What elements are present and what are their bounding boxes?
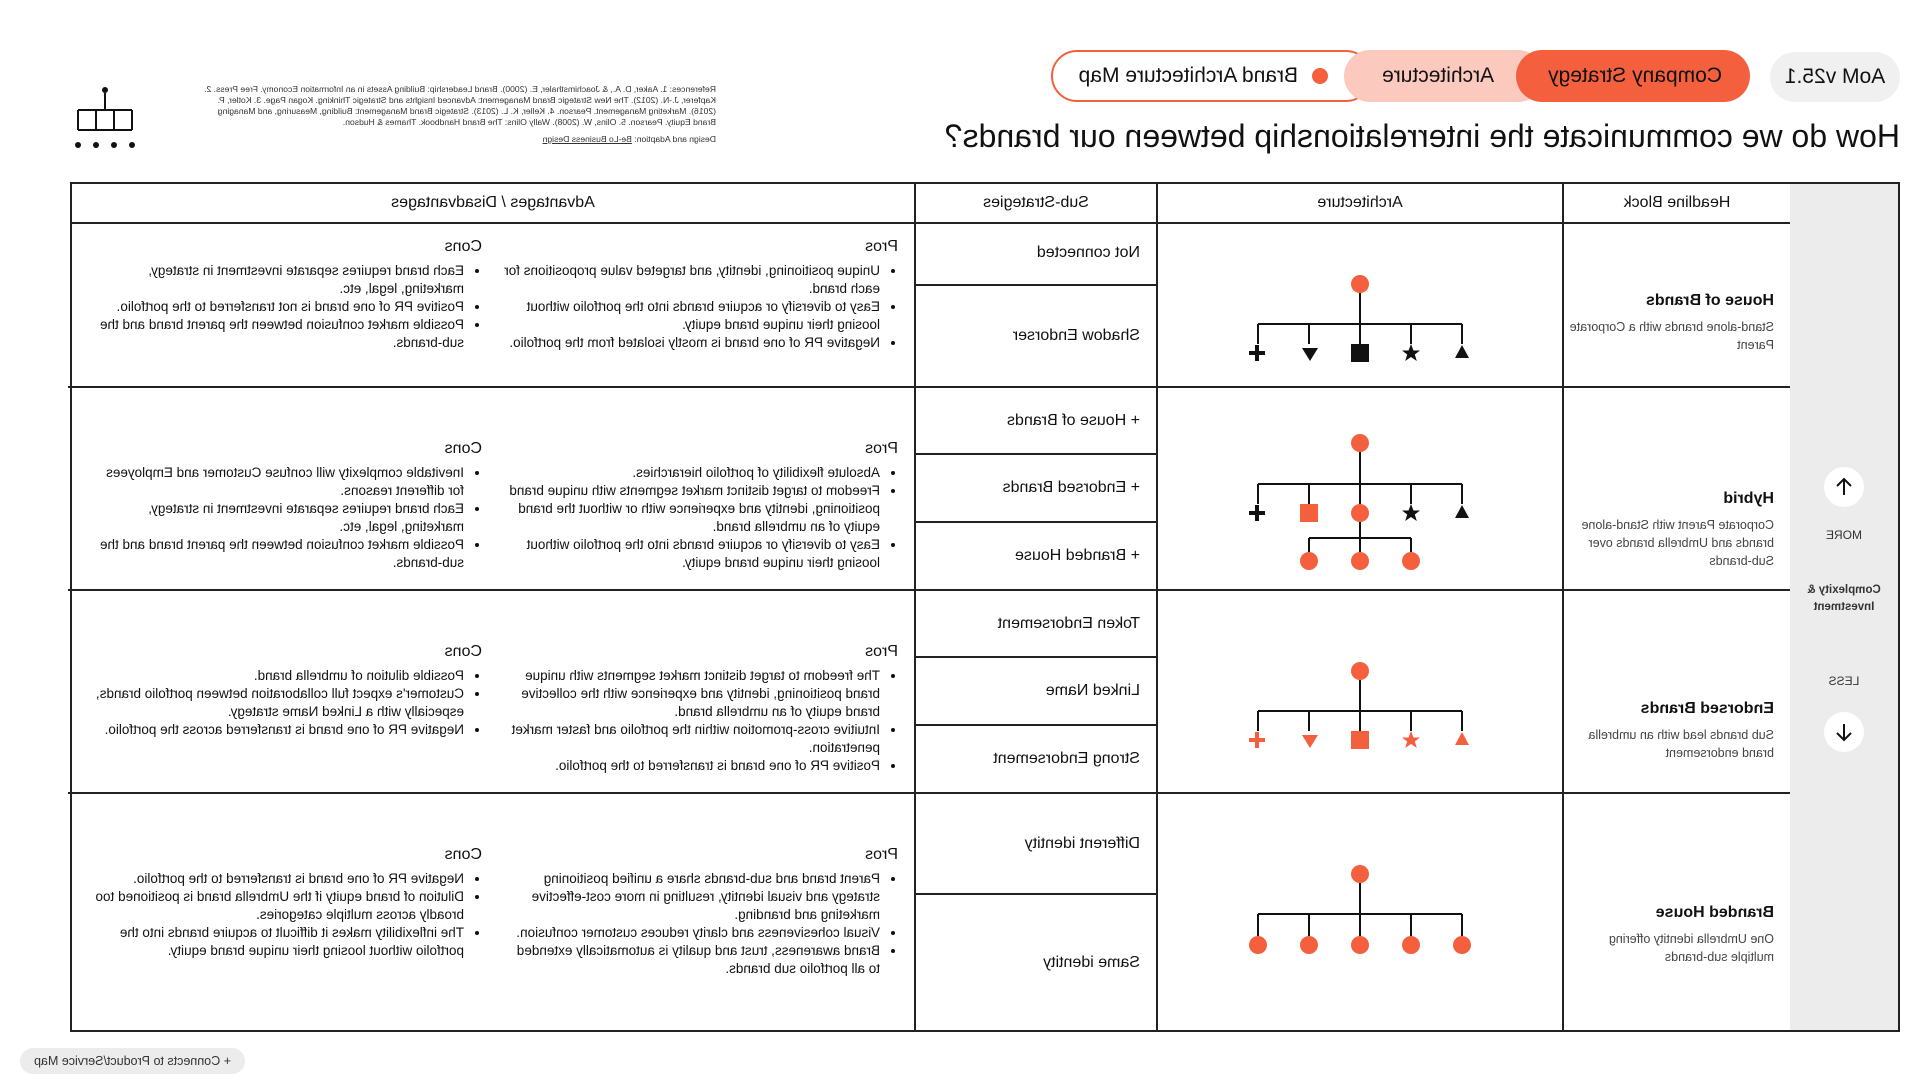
headline-subtitle: Corporate Parent with Stand-alone brands and Umbrella brands over Sub-brands bbox=[1581, 518, 1774, 568]
col-header-headline: Headline Block bbox=[1564, 184, 1790, 224]
connectors bbox=[1258, 883, 1462, 936]
pros-block bbox=[503, 643, 898, 775]
diagram-endorsed-brands bbox=[1158, 591, 1562, 793]
cons-item: • Positive PR of one brand is not transferred to the portfolio. bbox=[87, 298, 464, 316]
current-dot-icon bbox=[1312, 68, 1328, 84]
cons-item: • Dilution of brand equity if the Umbrella brand is positioned too broadly across multiple categories. bbox=[87, 888, 464, 924]
sub-strategy[interactable] bbox=[930, 726, 1140, 792]
connects-link[interactable]: + Connects to Product/Service Map bbox=[20, 1048, 245, 1074]
parent-node bbox=[1351, 865, 1369, 883]
sub-strategy-label: Token Endorsement bbox=[997, 614, 1140, 632]
pros-block bbox=[503, 238, 898, 352]
cons-item: • Negative PR of one brand is transferred across the portfolio. bbox=[87, 721, 464, 739]
row-branded-house bbox=[1569, 904, 1774, 966]
pros-item: • Intuitive cross-promotion within the portfolio and faster market penetration. bbox=[503, 721, 880, 757]
pros-item: • Positive PR of one brand is transferred to the portfolio. bbox=[503, 757, 880, 775]
design-credit-link[interactable]: Be-Lo Business Design bbox=[542, 134, 632, 144]
pros-heading: Pros bbox=[865, 643, 898, 660]
cons-item: • Each brand requires separate investment in strategy, marketing, legal, etc. bbox=[87, 500, 464, 536]
child-shapes bbox=[1249, 936, 1471, 954]
headline-title: Endorsed Brands bbox=[1640, 700, 1774, 717]
pros-heading: Pros bbox=[865, 440, 898, 457]
diagram-house-of-brands bbox=[1158, 224, 1562, 386]
cons-heading: Cons bbox=[444, 440, 482, 457]
row-endorsed-brands bbox=[1569, 700, 1774, 762]
cons-heading: Cons bbox=[444, 238, 482, 255]
cons-heading: Cons bbox=[444, 846, 482, 863]
breadcrumb-company-strategy[interactable]: Company Strategy bbox=[1516, 50, 1750, 102]
sub-strategy[interactable] bbox=[930, 895, 1140, 1030]
sub-strategy[interactable] bbox=[930, 455, 1140, 521]
connectors bbox=[1258, 680, 1462, 731]
headline-title: Hybrid bbox=[1723, 490, 1774, 507]
pros-item: • Visual cohesiveness and clarity reduces customer confusion. bbox=[503, 924, 880, 942]
cons-item: • Possible market confusion between the parent brand and the sub-brands. bbox=[87, 536, 464, 572]
divider bbox=[914, 184, 916, 1030]
breadcrumb bbox=[1051, 50, 1750, 102]
sub-strategy-label: Different identity bbox=[1024, 834, 1140, 852]
arrow-down-icon[interactable] bbox=[1824, 712, 1864, 752]
headline-subtitle: Stand-alone brands with a Corporate Parent bbox=[1569, 320, 1774, 352]
breadcrumb-architecture[interactable]: Architecture bbox=[1344, 50, 1544, 102]
parent-node bbox=[1351, 275, 1369, 293]
sub-strategy[interactable] bbox=[930, 222, 1140, 284]
sub-strategy[interactable] bbox=[930, 591, 1140, 656]
sub-strategy[interactable] bbox=[930, 388, 1140, 453]
cons-block bbox=[87, 643, 482, 739]
pros-block bbox=[503, 846, 898, 978]
pros-item: • Easy to diversify or acquire brands into the portfolio without loosing their unique brand equity. bbox=[503, 536, 880, 572]
sub-strategy[interactable] bbox=[930, 658, 1140, 724]
sub-strategy[interactable] bbox=[930, 286, 1140, 386]
sub-strategy-label: Not connected bbox=[1036, 244, 1140, 261]
breadcrumb-brand-architecture-map[interactable] bbox=[1051, 50, 1372, 102]
pros-item: • Freedom to target distinct market segments with unique brand positioning, identity and experience with or without the brand equity of an umbrella brand. bbox=[503, 482, 880, 536]
headline-subtitle: Sub brands lead with an umbrella brand endorsement bbox=[1588, 728, 1774, 760]
sub-strategy[interactable] bbox=[930, 523, 1140, 589]
headline-title: Branded House bbox=[1655, 904, 1774, 921]
scale-less-label: LESS bbox=[1828, 674, 1860, 688]
pros-item: • Unique positioning, identity, and targeted value propositions for each brand. bbox=[503, 262, 880, 298]
scale-more-label: MORE bbox=[1826, 528, 1862, 542]
cons-item: • Possible dilution of umbrella brand. bbox=[87, 667, 464, 685]
cons-block bbox=[87, 440, 482, 572]
pros-item: • Parent brand and sub-brands share a unified positioning strategy and visual identity, resulting in more cost-effective marketing and branding. bbox=[503, 870, 880, 924]
pros-item: • Absolute flexibility of portfolio hierarchies. bbox=[503, 464, 880, 482]
references bbox=[194, 84, 716, 145]
pros-item: • Brand awareness, trust and quality is automatically extended to all portfolio sub brands. bbox=[503, 942, 880, 978]
parent-node bbox=[1351, 434, 1369, 452]
design-credit bbox=[194, 134, 716, 145]
cons-item: • Inevitable complexity will confuse Customer and Employees for different reasons. bbox=[87, 464, 464, 500]
child-shapes bbox=[1249, 731, 1469, 749]
sub-strategy-label: Same identity bbox=[1043, 953, 1140, 971]
col-header-advantages: Advantages / Disadvantages bbox=[72, 184, 914, 224]
diagram-branded-house bbox=[1158, 794, 1562, 1030]
cons-item: • Negative PR of one brand is transferred to the portfolio. bbox=[87, 870, 464, 888]
pros-item: • Easy to diversify or acquire brands into the portfolio without loosing their unique brand equity. bbox=[503, 298, 880, 334]
col-header-architecture: Architecture bbox=[1158, 184, 1562, 224]
complexity-scale bbox=[1790, 184, 1898, 1030]
child-shapes bbox=[1249, 344, 1469, 362]
cons-item: • Possible market confusion between the parent brand and the sub-brands. bbox=[87, 316, 464, 352]
cons-item: • Each brand requires separate investment in strategy, marketing, legal, etc. bbox=[87, 262, 464, 298]
sub-strategy-label: Strong Endorsement bbox=[993, 750, 1140, 767]
pros-heading: Pros bbox=[865, 238, 898, 255]
references-text: References: 1. Aaker, D. A., & Joachimsthaler, E. (2000). Brand Leadership: Building Assets in an Information Economy. Free Press. 2. Kapferer, J.-N. (2012). The New Strategic Brand Management: Advanced Insights and Strategic Thinking. Kogan Page. 3. Kotler, P. (2016). Marketing Management. Pearson. 4. Keller, K. L. (2013). Strategic Brand Management: Building, Measuring, and Managing Brand Equity. Pearson. 5. Olins, W. (2008). Wally Olins: The Brand Handbook. Thames & Hudson. bbox=[204, 84, 716, 127]
cons-item: • Customer's expect full collaboration between portfolio brands, especially with a Linked Name strategy. bbox=[87, 685, 464, 721]
diagram-hybrid bbox=[1158, 388, 1562, 590]
sub-strategy-label: + Endorsed Brands bbox=[1002, 479, 1140, 496]
sub-strategy-label: Linked Name bbox=[1045, 682, 1140, 699]
divider bbox=[1562, 184, 1564, 1030]
design-credit-prefix: Design and Adaption: bbox=[634, 134, 716, 144]
sub-strategy-label: + Branded House bbox=[1015, 547, 1140, 564]
row-hybrid bbox=[1569, 490, 1774, 570]
headline-title: House of Brands bbox=[1645, 292, 1774, 309]
scale-axis-label: Complexity & Investment bbox=[1807, 584, 1881, 613]
cons-block bbox=[87, 238, 482, 352]
breadcrumb-current-label: Brand Architecture Map bbox=[1078, 64, 1299, 87]
sub-strategy-label: Shadow Endorser bbox=[1012, 327, 1140, 344]
sub-strategy[interactable] bbox=[930, 794, 1140, 893]
parent-node bbox=[1351, 662, 1369, 680]
pros-block bbox=[503, 440, 898, 572]
page-title: How do we communicate the interrelationship between our brands? bbox=[944, 118, 1900, 154]
cons-heading: Cons bbox=[444, 643, 482, 660]
row-house-of-brands bbox=[1569, 292, 1774, 354]
connectors bbox=[1258, 452, 1462, 552]
pros-item: • The freedom to target distinct market segments with unique brand positioning, identity and experience with the collective brand equity of an umbrella brand. bbox=[503, 667, 880, 721]
brand-architecture-table bbox=[70, 182, 1900, 1032]
hierarchy-logo-icon bbox=[72, 86, 138, 150]
pros-heading: Pros bbox=[865, 846, 898, 863]
pros-item: • Negative PR of one brand is mostly isolated from the portfolio. bbox=[503, 334, 880, 352]
headline-subtitle: One Umbrella identity offering multiple sub-brands bbox=[1608, 932, 1774, 964]
cons-block bbox=[87, 846, 482, 960]
version-badge: AoM v25.1 bbox=[1770, 52, 1900, 102]
sub-strategy-label: + House of Brands bbox=[1007, 411, 1140, 429]
cons-item: • The inflexibility makes it difficult to acquire brands into the portfolio without loosing their unique brand equity. bbox=[87, 924, 464, 960]
connectors bbox=[1258, 293, 1462, 344]
col-header-sub-strategies: Sub-Strategies bbox=[916, 184, 1156, 224]
arrow-up-icon[interactable] bbox=[1824, 467, 1864, 507]
